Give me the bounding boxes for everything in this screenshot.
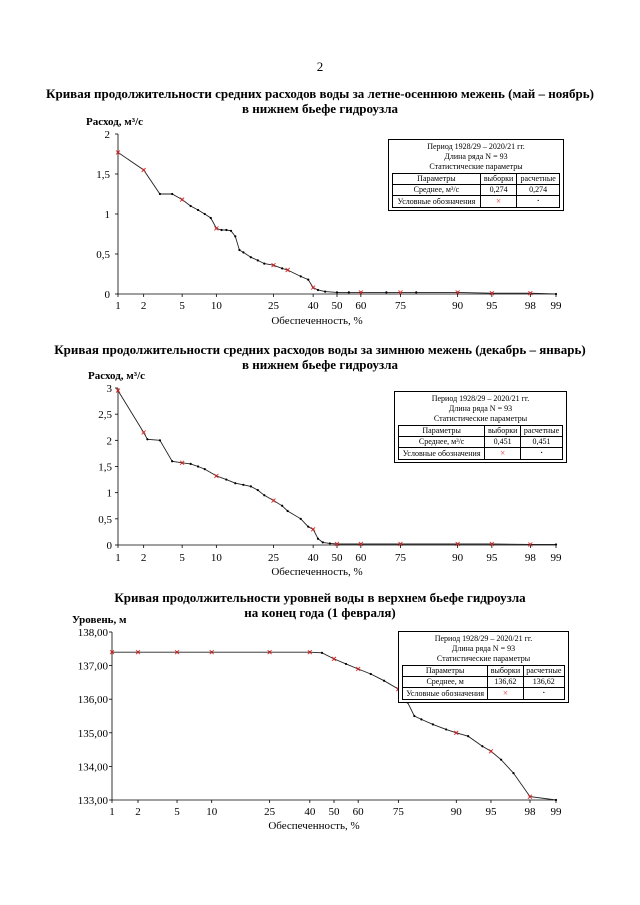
y-tick-label: 137,00 [77, 660, 108, 673]
legend-col-sample: выборки [480, 174, 516, 185]
x-tick-label: 5 [179, 552, 185, 564]
x-tick-label: 60 [355, 300, 367, 312]
x-tick-label: 95 [486, 300, 498, 312]
legend-table [402, 665, 565, 700]
legend-col-params: Параметры [399, 426, 485, 437]
chart-3-ylabel: Уровень, м [72, 614, 127, 626]
legend-mean-calc: 136,62 [523, 677, 564, 688]
calc-point [370, 673, 372, 675]
legend-dot-marker-icon: · [517, 196, 560, 208]
x-tick-label: 50 [331, 300, 343, 312]
chart-3-legend [398, 631, 569, 703]
y-tick-label: 0,5 [98, 513, 112, 526]
calc-point [445, 728, 447, 730]
chart-2-title-line1: Кривая продолжительности средних расходов воды за зимнюю межень (декабрь – январь) [54, 342, 586, 357]
y-tick-label: 0,5 [96, 249, 110, 261]
chart-2-title-line2: в нижнем бьефе гидроузла [241, 357, 399, 372]
legend-mean-calc: 0,274 [517, 185, 560, 196]
legend-row-mean: Среднее, м³/с [399, 437, 485, 448]
calc-point [500, 759, 502, 761]
x-tick-label: 99 [550, 806, 562, 818]
legend-length: Длина ряда N = 93 [448, 404, 513, 413]
x-tick-label: 25 [268, 300, 280, 312]
x-tick-label: 2 [135, 806, 141, 818]
legend-period: Период 1928/29 – 2020/21 гг. [434, 634, 533, 643]
calc-point [432, 723, 434, 725]
x-tick-label: 5 [174, 806, 180, 818]
x-tick-label: 75 [392, 806, 404, 818]
x-tick-label: 95 [486, 552, 498, 564]
legend-row-symbols: Условные обозначения [403, 688, 488, 700]
calc-point [321, 652, 323, 654]
x-tick-label: 60 [352, 806, 364, 818]
chart-1-title-line1: Кривая продолжительности средних расходов воды за летне-осеннюю межень (май – ноябрь) [46, 86, 594, 101]
legend-row-symbols: Условные обозначения [393, 196, 481, 208]
legend-col-params: Параметры [393, 174, 481, 185]
y-tick-label: 133,00 [77, 795, 108, 807]
x-tick-label: 90 [450, 806, 462, 818]
x-axis-label: Обеспеченность, % [271, 315, 363, 327]
x-tick-label: 10 [210, 552, 222, 564]
legend-col-calc: расчетные [523, 666, 564, 677]
x-tick-label: 2 [140, 552, 147, 564]
legend-row-mean: Среднее, м³/с [393, 185, 481, 196]
calc-point [467, 735, 469, 737]
sample-point [489, 749, 493, 753]
legend-heading: Статистические параметры [429, 162, 523, 171]
y-tick-label: 0 [106, 540, 112, 552]
legend-row-symbols: Условные обозначения [399, 448, 485, 460]
x-tick-label: 10 [206, 806, 218, 818]
legend-mean-sample: 0,274 [480, 185, 516, 196]
x-tick-label: 10 [210, 300, 222, 312]
sample-point [332, 657, 336, 661]
x-tick-label: 50 [328, 806, 340, 818]
calc-point [481, 745, 483, 747]
x-tick-label: 40 [307, 300, 319, 312]
legend-col-sample: выборки [485, 426, 521, 437]
legend-heading: Статистические параметры [436, 654, 531, 663]
y-tick-label: 1 [106, 487, 112, 500]
sample-point [356, 667, 360, 671]
legend-cross-marker-icon: × [480, 196, 516, 208]
x-tick-label: 50 [331, 552, 343, 564]
x-tick-label: 2 [140, 300, 147, 312]
y-tick-label: 138,00 [77, 627, 108, 639]
y-tick-label: 3 [106, 383, 112, 395]
x-axis-label: Обеспеченность, % [268, 820, 360, 832]
legend-col-params: Параметры [403, 666, 488, 677]
chart-3-title-line2: на конец года (1 февраля) [244, 605, 396, 620]
y-tick-label: 0 [104, 289, 110, 301]
y-tick-label: 2 [106, 435, 112, 448]
x-tick-label: 40 [304, 806, 316, 818]
x-tick-label: 95 [485, 806, 497, 818]
legend-heading: Статистические параметры [433, 414, 528, 423]
legend-dot-marker-icon: · [521, 448, 563, 460]
calc-point [383, 680, 385, 682]
x-tick-label: 40 [307, 552, 319, 564]
x-tick-label: 99 [550, 300, 562, 312]
x-tick-label: 60 [355, 552, 367, 564]
chart-1-ylabel: Расход, м³/с [86, 116, 144, 128]
legend-col-calc: расчетные [521, 426, 563, 437]
x-tick-label: 98 [524, 300, 536, 312]
legend-length: Длина ряда N = 93 [444, 152, 508, 161]
x-tick-label: 75 [394, 300, 406, 312]
chart-3-title-line1: Кривая продолжительности уровней воды в верхнем бьефе гидроузла [114, 590, 526, 605]
x-axis-label: Обеспеченность, % [271, 566, 363, 578]
x-tick-label: 5 [179, 300, 185, 312]
page-number: 2 [316, 59, 324, 74]
legend-col-calc: расчетные [517, 174, 560, 185]
calc-point [555, 799, 557, 801]
legend-cross-marker-icon: × [485, 448, 521, 460]
legend-row-mean: Среднее, м [403, 677, 488, 688]
legend-length: Длина ряда N = 93 [451, 644, 516, 653]
y-tick-label: 136,00 [77, 694, 108, 707]
y-tick-label: 134,00 [77, 761, 108, 774]
legend-cross-marker-icon: × [488, 688, 523, 700]
x-tick-label: 90 [452, 552, 464, 564]
legend-period: Период 1928/29 – 2020/21 гг. [431, 394, 530, 403]
y-tick-label: 2 [104, 129, 110, 141]
calc-point [413, 715, 415, 717]
x-tick-label: 1 [109, 806, 115, 818]
legend-mean-sample: 0,451 [485, 437, 521, 448]
x-tick-label: 1 [115, 300, 121, 312]
chart-1-title-line2: в нижнем бьефе гидроузла [241, 101, 399, 116]
y-tick-label: 2,5 [98, 409, 112, 422]
y-tick-label: 1 [104, 209, 110, 221]
calc-point [512, 772, 514, 774]
x-tick-label: 25 [268, 552, 280, 564]
x-tick-label: 99 [550, 552, 562, 564]
legend-period: Период 1928/29 – 2020/21 гг. [427, 142, 525, 151]
x-tick-label: 98 [524, 806, 536, 818]
x-tick-label: 1 [115, 552, 121, 564]
calc-point [345, 663, 347, 665]
y-tick-label: 1,5 [96, 169, 110, 181]
legend-mean-sample: 136,62 [488, 677, 523, 688]
x-tick-label: 98 [524, 552, 536, 564]
x-tick-label: 90 [452, 300, 464, 312]
chart-2-ylabel: Расход, м³/с [88, 370, 146, 382]
legend-dot-marker-icon: · [523, 688, 564, 700]
y-tick-label: 135,00 [77, 727, 108, 740]
y-tick-label: 1,5 [98, 461, 112, 474]
legend-col-sample: выборки [488, 666, 523, 677]
calc-point [420, 718, 422, 720]
legend-mean-calc: 0,451 [521, 437, 563, 448]
x-tick-label: 25 [264, 806, 276, 818]
x-tick-label: 75 [394, 552, 406, 564]
